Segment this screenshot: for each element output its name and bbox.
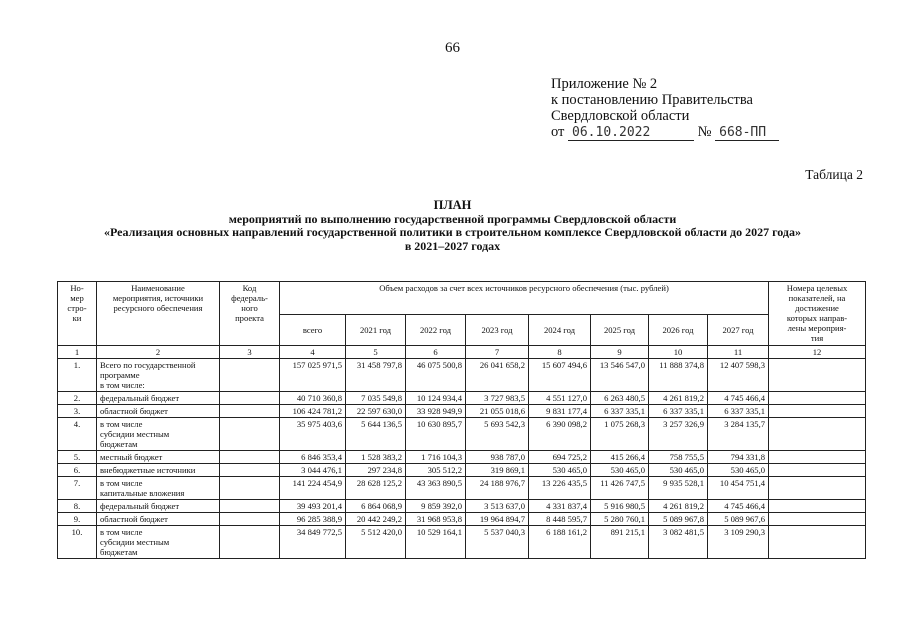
row-value: 5 512 420,0 <box>346 526 406 559</box>
row-value: 13 226 435,5 <box>529 477 591 500</box>
text-line: бюджетам <box>100 439 138 449</box>
row-project-code <box>220 405 280 418</box>
row-value: 3 109 290,3 <box>708 526 769 559</box>
row-target-indicators <box>769 477 866 500</box>
header-year: 2024 год <box>529 315 591 346</box>
row-value: 1 075 268,3 <box>591 418 649 451</box>
text-line: лены мероприя- <box>787 323 847 333</box>
row-value: 24 188 976,7 <box>466 477 529 500</box>
row-value: 9 935 528,1 <box>649 477 708 500</box>
row-value: 141 224 454,9 <box>280 477 346 500</box>
column-index: 5 <box>346 346 406 359</box>
row-number: 6. <box>58 464 97 477</box>
row-value: 6 188 161,2 <box>529 526 591 559</box>
row-value: 3 082 481,5 <box>649 526 708 559</box>
appendix-line-2: к постановлению Правительства <box>551 92 753 108</box>
row-project-code <box>220 464 280 477</box>
text-line: в том числе: <box>100 380 145 390</box>
text-line: бюджетам <box>100 547 138 557</box>
row-value: 20 442 249,2 <box>346 513 406 526</box>
appendix-block <box>551 76 779 141</box>
row-value: 530 465,0 <box>591 464 649 477</box>
column-index: 1 <box>58 346 97 359</box>
row-value: 6 263 480,5 <box>591 392 649 405</box>
appendix-line-1: Приложение № 2 <box>551 76 658 92</box>
row-number: 1. <box>58 359 97 392</box>
row-value: 305 512,2 <box>406 464 466 477</box>
row-project-code <box>220 359 280 392</box>
column-index: 9 <box>591 346 649 359</box>
row-value: 530 465,0 <box>649 464 708 477</box>
row-value: 4 261 819,2 <box>649 392 708 405</box>
table-row <box>58 500 866 513</box>
number-prefix: № <box>697 124 712 140</box>
table-label: Таблица 2 <box>805 167 863 182</box>
row-value: 157 025 971,5 <box>280 359 346 392</box>
title-line-2: мероприятий по выполнению государственной программы Свердловской области <box>228 211 677 226</box>
row-value: 34 849 772,5 <box>280 526 346 559</box>
page-number: 66 <box>445 40 460 56</box>
row-value: 5 644 136,5 <box>346 418 406 451</box>
row-target-indicators <box>769 418 866 451</box>
row-value: 891 215,1 <box>591 526 649 559</box>
document-title <box>0 199 905 253</box>
text-line: Код <box>242 283 257 293</box>
row-value: 938 787,0 <box>466 451 529 464</box>
header-row-number <box>58 282 97 346</box>
row-value: 3 513 637,0 <box>466 500 529 513</box>
row-value: 43 363 890,5 <box>406 477 466 500</box>
column-index: 2 <box>97 346 220 359</box>
row-value: 4 261 819,2 <box>649 500 708 513</box>
row-target-indicators <box>769 500 866 513</box>
header-year: 2027 год <box>708 315 769 346</box>
text-line: Всего по государственной <box>100 360 196 370</box>
row-value: 6 337 335,1 <box>591 405 649 418</box>
header-target-indicators <box>769 282 866 346</box>
title-line-3: «Реализация основных направлений государственной политики в строительном комплексе Свердловской области до 2027 года» <box>104 225 801 239</box>
plan-table <box>57 281 866 559</box>
row-project-code <box>220 513 280 526</box>
row-target-indicators <box>769 451 866 464</box>
text-line: ресурсного обеспечения <box>113 303 203 313</box>
row-value: 297 234,8 <box>346 464 406 477</box>
row-value: 3 284 135,7 <box>708 418 769 451</box>
row-value: 46 075 500,8 <box>406 359 466 392</box>
table-row <box>58 359 866 392</box>
row-value: 6 337 335,1 <box>708 405 769 418</box>
header-year: 2026 год <box>649 315 708 346</box>
column-index: 4 <box>280 346 346 359</box>
header-project-code <box>220 282 280 346</box>
appendix-line-3: Свердловской области <box>551 108 690 124</box>
row-target-indicators <box>769 464 866 477</box>
row-value: 758 755,5 <box>649 451 708 464</box>
row-project-code <box>220 418 280 451</box>
text-line: программе <box>100 370 140 380</box>
row-target-indicators <box>769 359 866 392</box>
row-value: 26 041 658,2 <box>466 359 529 392</box>
row-number: 4. <box>58 418 97 451</box>
column-index: 6 <box>406 346 466 359</box>
table-body <box>58 346 866 559</box>
title-line-4: в 2021–2027 годах <box>404 238 501 253</box>
column-index: 8 <box>529 346 591 359</box>
row-value: 9 859 392,0 <box>406 500 466 513</box>
row-number: 10. <box>58 526 97 559</box>
text-line: Наименование <box>131 283 185 293</box>
row-value: 15 607 494,6 <box>529 359 591 392</box>
text-line: в том числе <box>100 478 143 488</box>
row-value: 39 493 201,4 <box>280 500 346 513</box>
row-value: 9 831 177,4 <box>529 405 591 418</box>
row-value: 10 529 164,1 <box>406 526 466 559</box>
text-line: ки <box>72 313 82 323</box>
text-line: достижение <box>795 303 839 313</box>
row-number: 3. <box>58 405 97 418</box>
text-line: субсидии местным <box>100 429 170 439</box>
row-value: 415 266,4 <box>591 451 649 464</box>
header-year: всего <box>280 315 346 346</box>
row-value: 530 465,0 <box>708 464 769 477</box>
row-number: 7. <box>58 477 97 500</box>
row-value: 96 285 388,9 <box>280 513 346 526</box>
row-name <box>97 451 220 464</box>
row-target-indicators <box>769 526 866 559</box>
column-index: 12 <box>769 346 866 359</box>
row-value: 1 716 104,3 <box>406 451 466 464</box>
header-volume: Объем расходов за счет всех источников ресурсного обеспечения (тыс. рублей) <box>280 282 769 315</box>
row-value: 5 537 040,3 <box>466 526 529 559</box>
row-value: 530 465,0 <box>529 464 591 477</box>
row-value: 6 337 335,1 <box>649 405 708 418</box>
row-project-code <box>220 451 280 464</box>
row-name <box>97 526 220 559</box>
row-value: 11 888 374,8 <box>649 359 708 392</box>
text-line: мероприятия, источники <box>112 293 204 303</box>
text-line: в том числе <box>100 527 143 537</box>
row-name <box>97 392 220 405</box>
row-name <box>97 500 220 513</box>
row-value: 7 035 549,8 <box>346 392 406 405</box>
header-name <box>97 282 220 346</box>
column-index: 3 <box>220 346 280 359</box>
row-name <box>97 477 220 500</box>
row-value: 106 424 781,2 <box>280 405 346 418</box>
row-value: 1 528 383,2 <box>346 451 406 464</box>
row-value: 3 257 326,9 <box>649 418 708 451</box>
decree-date: 06.10.2022 <box>568 126 694 141</box>
title-line-1: ПЛАН <box>433 198 472 212</box>
text-line: ного <box>241 303 258 313</box>
row-value: 5 089 967,8 <box>649 513 708 526</box>
column-index: 11 <box>708 346 769 359</box>
table-row <box>58 451 866 464</box>
row-number: 9. <box>58 513 97 526</box>
row-number: 2. <box>58 392 97 405</box>
text-line: в том числе <box>100 419 143 429</box>
row-value: 4 551 127,0 <box>529 392 591 405</box>
row-target-indicators <box>769 513 866 526</box>
row-value: 8 448 595,7 <box>529 513 591 526</box>
table-row <box>58 526 866 559</box>
row-value: 5 916 980,5 <box>591 500 649 513</box>
appendix-date-line <box>551 124 779 141</box>
row-value: 5 089 967,6 <box>708 513 769 526</box>
text-line: Номера целевых <box>786 283 848 293</box>
text-line: которых направ- <box>786 313 848 323</box>
row-value: 694 725,2 <box>529 451 591 464</box>
header-year: 2021 год <box>346 315 406 346</box>
text-line: проекта <box>235 313 264 323</box>
table-row <box>58 464 866 477</box>
row-value: 12 407 598,3 <box>708 359 769 392</box>
row-value: 10 454 751,4 <box>708 477 769 500</box>
date-prefix: от <box>551 124 565 140</box>
row-name <box>97 513 220 526</box>
row-name <box>97 418 220 451</box>
row-value: 5 693 542,3 <box>466 418 529 451</box>
row-name <box>97 359 220 392</box>
row-value: 11 426 747,5 <box>591 477 649 500</box>
row-project-code <box>220 392 280 405</box>
row-value: 19 964 894,7 <box>466 513 529 526</box>
row-target-indicators <box>769 392 866 405</box>
row-name <box>97 464 220 477</box>
row-value: 31 458 797,8 <box>346 359 406 392</box>
table-row <box>58 392 866 405</box>
row-number: 5. <box>58 451 97 464</box>
text-line: мер <box>70 293 84 303</box>
row-value: 6 846 353,4 <box>280 451 346 464</box>
text-line: федеральный бюджет <box>100 393 180 403</box>
row-value: 21 055 018,6 <box>466 405 529 418</box>
row-value: 5 280 760,1 <box>591 513 649 526</box>
row-value: 3 727 983,5 <box>466 392 529 405</box>
text-line: местный бюджет <box>100 452 163 462</box>
row-value: 31 968 953,8 <box>406 513 466 526</box>
row-value: 28 628 125,2 <box>346 477 406 500</box>
text-line: тия <box>810 333 824 343</box>
text-line: Но- <box>70 283 84 293</box>
text-line: стро- <box>67 303 87 313</box>
column-index: 7 <box>466 346 529 359</box>
text-line: субсидии местным <box>100 537 170 547</box>
table-row <box>58 477 866 500</box>
row-value: 794 331,8 <box>708 451 769 464</box>
row-value: 10 124 934,4 <box>406 392 466 405</box>
table-row <box>58 513 866 526</box>
row-value: 13 546 547,0 <box>591 359 649 392</box>
row-value: 319 869,1 <box>466 464 529 477</box>
row-target-indicators <box>769 405 866 418</box>
row-value: 4 331 837,4 <box>529 500 591 513</box>
header-year: 2022 год <box>406 315 466 346</box>
row-value: 40 710 360,8 <box>280 392 346 405</box>
decree-number: 668-ПП <box>715 126 779 141</box>
text-line: областной бюджет <box>100 514 168 524</box>
text-line: областной бюджет <box>100 406 168 416</box>
text-line: федеральный бюджет <box>100 501 180 511</box>
header-year: 2025 год <box>591 315 649 346</box>
text-line: федераль- <box>231 293 268 303</box>
text-line: внебюджетные источники <box>100 465 196 475</box>
row-project-code <box>220 526 280 559</box>
row-value: 6 390 098,2 <box>529 418 591 451</box>
row-value: 10 630 895,7 <box>406 418 466 451</box>
table-row <box>58 418 866 451</box>
row-value: 22 597 630,0 <box>346 405 406 418</box>
row-project-code <box>220 500 280 513</box>
header-year: 2023 год <box>466 315 529 346</box>
row-value: 6 864 068,9 <box>346 500 406 513</box>
text-line: капитальные вложения <box>100 488 185 498</box>
row-name <box>97 405 220 418</box>
row-value: 35 975 403,6 <box>280 418 346 451</box>
row-value: 4 745 466,4 <box>708 392 769 405</box>
row-value: 33 928 949,9 <box>406 405 466 418</box>
text-line: показателей, на <box>788 293 846 303</box>
row-value: 3 044 476,1 <box>280 464 346 477</box>
column-index: 10 <box>649 346 708 359</box>
row-project-code <box>220 477 280 500</box>
row-value: 4 745 466,4 <box>708 500 769 513</box>
row-number: 8. <box>58 500 97 513</box>
column-index-row <box>58 346 866 359</box>
table-row <box>58 405 866 418</box>
